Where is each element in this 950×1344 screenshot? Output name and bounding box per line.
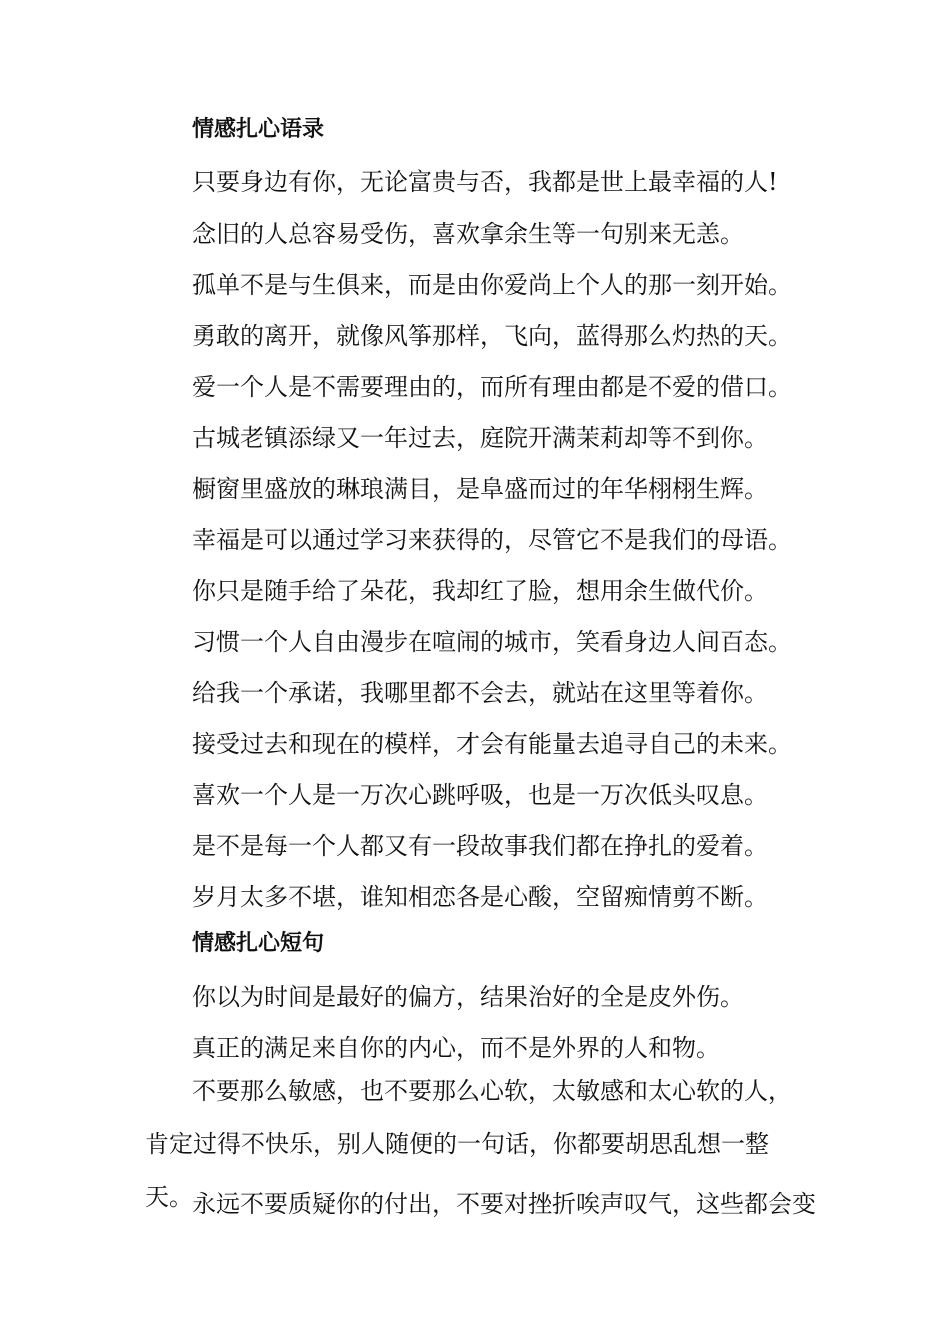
quote-line: 古城老镇添绿又一年过去，庭院开满茉莉却等不到你。 xyxy=(192,424,768,452)
quote-line: 你以为时间是最好的偏方，结果治好的全是皮外伤。 xyxy=(192,983,744,1011)
quote-line: 勇敢的离开，就像风筝那样，飞向，蓝得那么灼热的天。 xyxy=(192,322,792,350)
quote-line: 真正的满足来自你的内心，而不是外界的人和物。 xyxy=(192,1034,720,1062)
section-heading-short-sentences: 情感扎心短句 xyxy=(192,930,325,956)
paragraph: 不要那么敏感，也不要那么心软，太敏感和太心软的人，肯定过得不快乐，别人随便的一句话，你都要胡思乱想一整天。 xyxy=(145,1077,792,1211)
quote-line: 橱窗里盛放的琳琅满目，是阜盛而过的年华栩栩生辉。 xyxy=(192,475,768,503)
quote-line: 岁月太多不堪，谁知相恋各是心酸，空留痴情剪不断。 xyxy=(192,883,768,911)
quote-line: 幸福是可以通过学习来获得的，尽管它不是我们的母语。 xyxy=(192,526,792,554)
quote-line: 是不是每一个人都又有一段故事我们都在挣扎的爱着。 xyxy=(192,832,768,860)
quote-line: 给我一个承诺，我哪里都不会去，就站在这里等着你。 xyxy=(192,679,768,707)
quote-line: 习惯一个人自由漫步在喧闹的城市，笑看身边人间百态。 xyxy=(192,628,792,656)
quote-line: 接受过去和现在的模样，才会有能量去追寻自己的未来。 xyxy=(192,730,792,758)
quote-line: 喜欢一个人是一万次心跳呼吸，也是一万次低头叹息。 xyxy=(192,781,768,809)
quote-line: 念旧的人总容易受伤，喜欢拿余生等一句别来无恙。 xyxy=(192,220,744,248)
paragraph-first-line: 永远不要质疑你的付出，不要对挫折唉声叹气，这些都会变 xyxy=(192,1190,816,1218)
quote-line: 爱一个人是不需要理由的，而所有理由都是不爱的借口。 xyxy=(192,373,792,401)
quote-line: 孤单不是与生俱来，而是由你爱尚上个人的那一刻开始。 xyxy=(192,271,792,299)
quote-line: 只要身边有你，无论富贵与否，我都是世上最幸福的人! xyxy=(192,168,778,196)
section-heading-quotes: 情感扎心语录 xyxy=(192,116,325,142)
quote-line: 你只是随手给了朵花，我却红了脸，想用余生做代价。 xyxy=(192,577,768,605)
